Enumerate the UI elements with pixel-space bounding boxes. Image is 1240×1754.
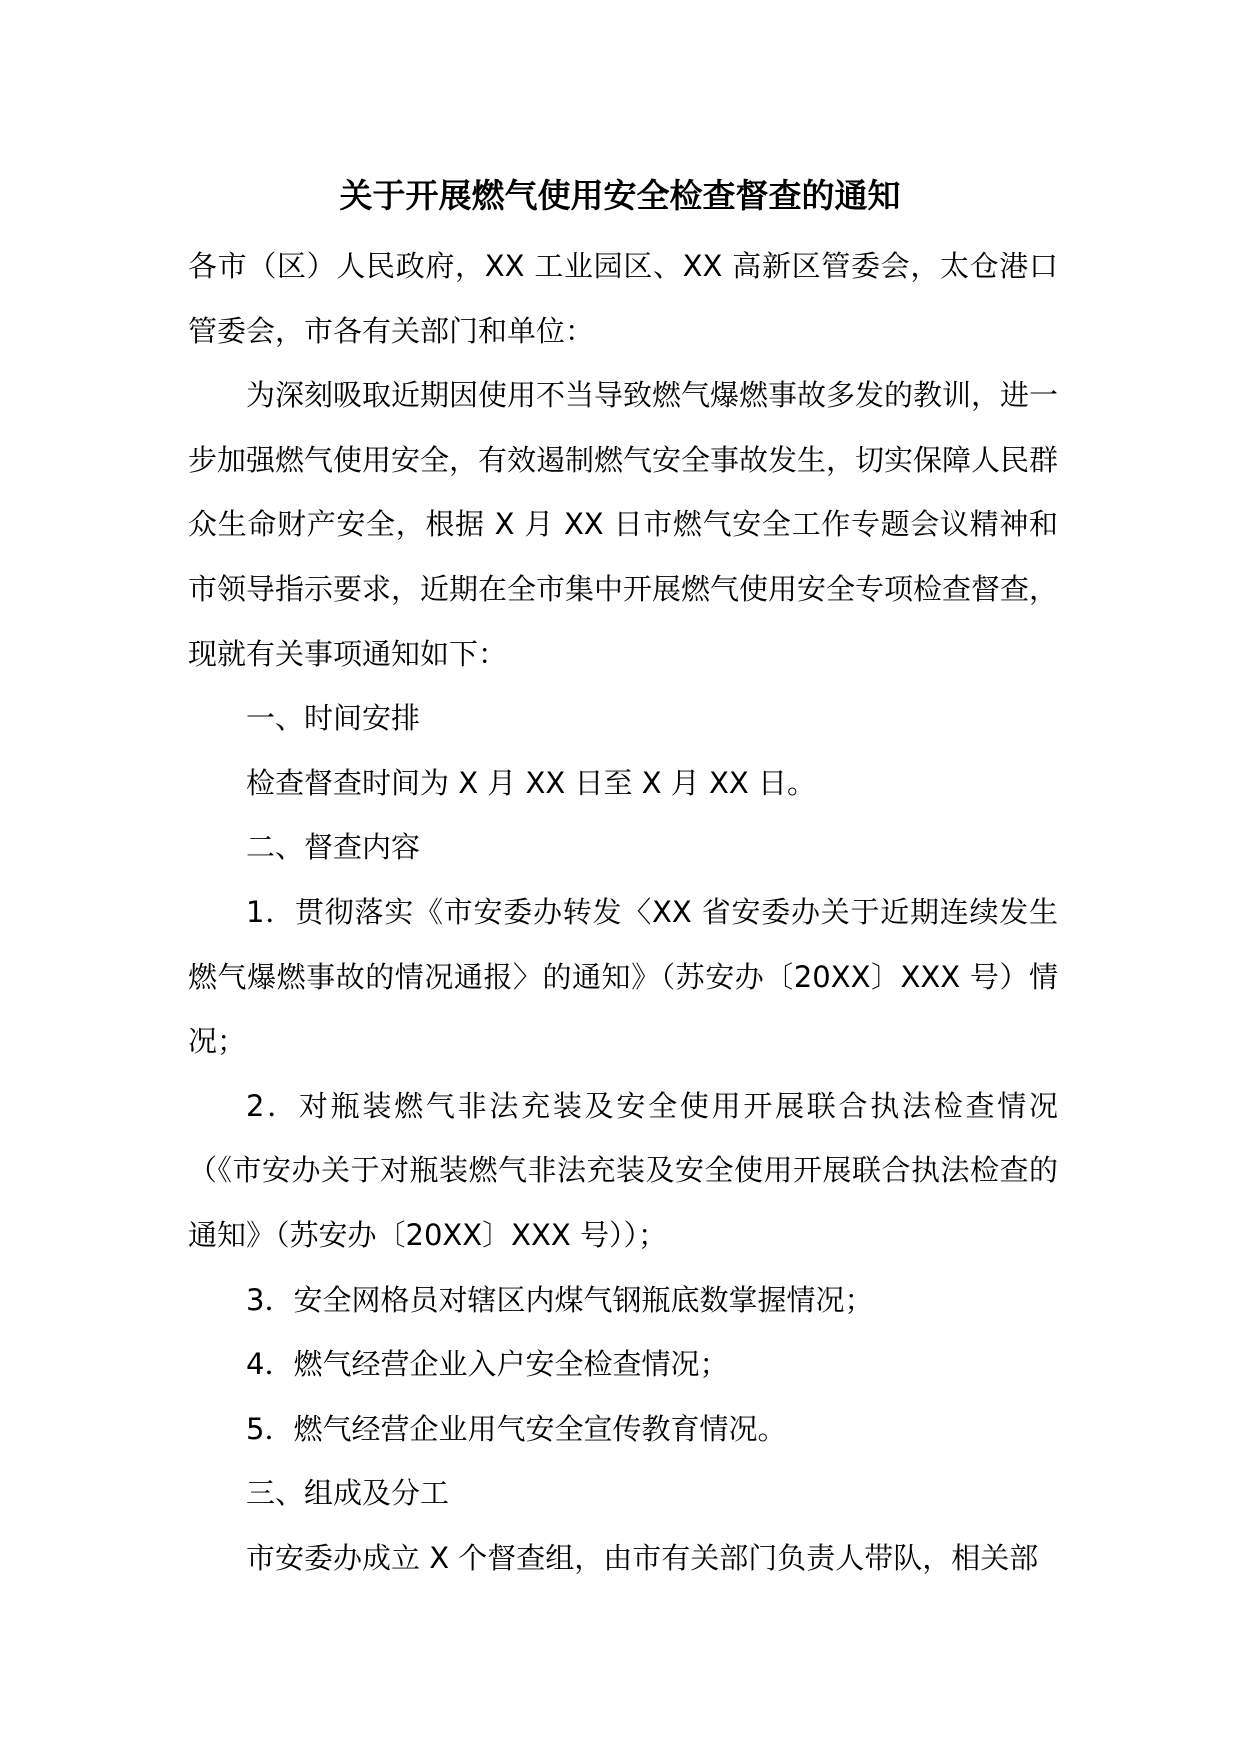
document-body [188,234,1058,1590]
addressee-paragraph: 各市（区）人民政府，XX 工业园区、XX 高新区管委会，太仓港口管委会，市各有关部门和单位： [188,249,1058,348]
organization-paragraph: 市安委办成立 X 个督查组，由市有关部门负责人带队，相关部 [246,1540,1039,1575]
section-heading-organization: 三、组成及分工 [246,1476,450,1511]
document-title: 关于开展燃气使用安全检查督查的通知 [339,176,901,215]
content-item-4: 4．燃气经营企业入户安全检查情况； [246,1347,729,1382]
section-heading-schedule: 一、时间安排 [246,701,421,736]
content-item-2: 2．对瓶装燃气非法充装及安全使用开展联合执法检查情况（《市安办关于对瓶装燃气非法充装及安全使用开展联合执法检查的通知》（苏安办〔20XX〕XXX 号））； [188,1088,1058,1252]
content-item-5: 5．燃气经营企业用气安全宣传教育情况。 [246,1411,787,1446]
schedule-paragraph: 检查督查时间为 X 月 XX 日至 X 月 XX 日。 [246,765,816,800]
intro-paragraph: 为深刻吸取近期因使用不当导致燃气爆燃事故多发的教训，进一步加强燃气使用安全，有效遏制燃气安全事故发生，切实保障人民群众生命财产安全，根据 X 月 XX 日市燃气安全工作专题会议精神和市领导指示要求，近期在全市集中开展燃气使用安全专项检查督查，现就有关事项通知如下： [188,378,1059,671]
content-item-1: 1．贯彻落实《市安委办转发〈XX 省安委办关于近期连续发生燃气爆燃事故的情况通报〉的通知》（苏安办〔20XX〕XXX 号）情况； [188,894,1058,1059]
content-item-3: 3．安全网格员对辖区内煤气钢瓶底数掌握情况； [246,1282,874,1317]
section-heading-content: 二、督查内容 [246,830,421,865]
